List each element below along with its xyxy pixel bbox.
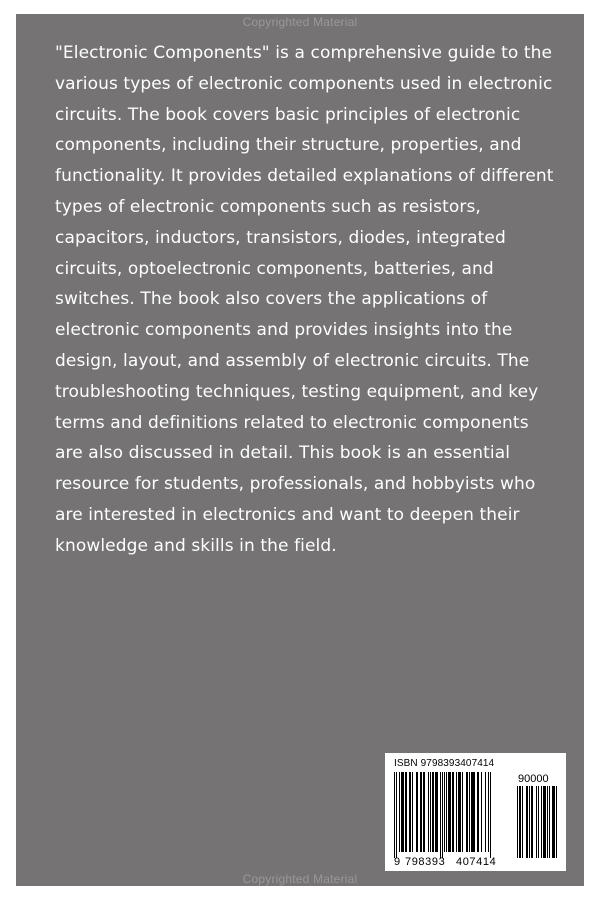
barcode-digit-first: 9 bbox=[394, 856, 401, 868]
book-description: "Electronic Components" is a comprehensive guide to the various types of electronic components used in electronic circuits. The book covers basic principles of electronic components, including their structure, properties, and functionality. It provides detailed explanations of different types of electronic components such as resistors, capacitors, inductors, transistors, diodes, integrated circuits, optoelectronic components, batteries, and switches. The book also covers the applications of electronic components and provides insights into the design, layout, and assembly of electronic circuits. The troubleshooting techniques, testing equipment, and key terms and definitions related to electronic components are also discussed in detail. This book is an essential resource for students, professionals, and hobbyists who are interested in electronics and want to deepen their knowledge and skills in the field. bbox=[55, 43, 554, 556]
barcode-digits-left: 798393 bbox=[405, 856, 446, 868]
price-code: 90000 bbox=[518, 773, 549, 785]
barcode-addon-bars bbox=[517, 786, 559, 858]
isbn-barcode bbox=[385, 753, 566, 871]
isbn-label: ISBN 9798393407414 bbox=[394, 758, 495, 769]
copyright-watermark-top: Copyrighted Material bbox=[242, 15, 358, 29]
barcode-digits-right: 407414 bbox=[456, 856, 497, 868]
copyright-watermark-bottom: Copyrighted Material bbox=[242, 872, 358, 886]
book-back-cover bbox=[16, 14, 584, 886]
barcode-main-bars bbox=[394, 772, 506, 858]
